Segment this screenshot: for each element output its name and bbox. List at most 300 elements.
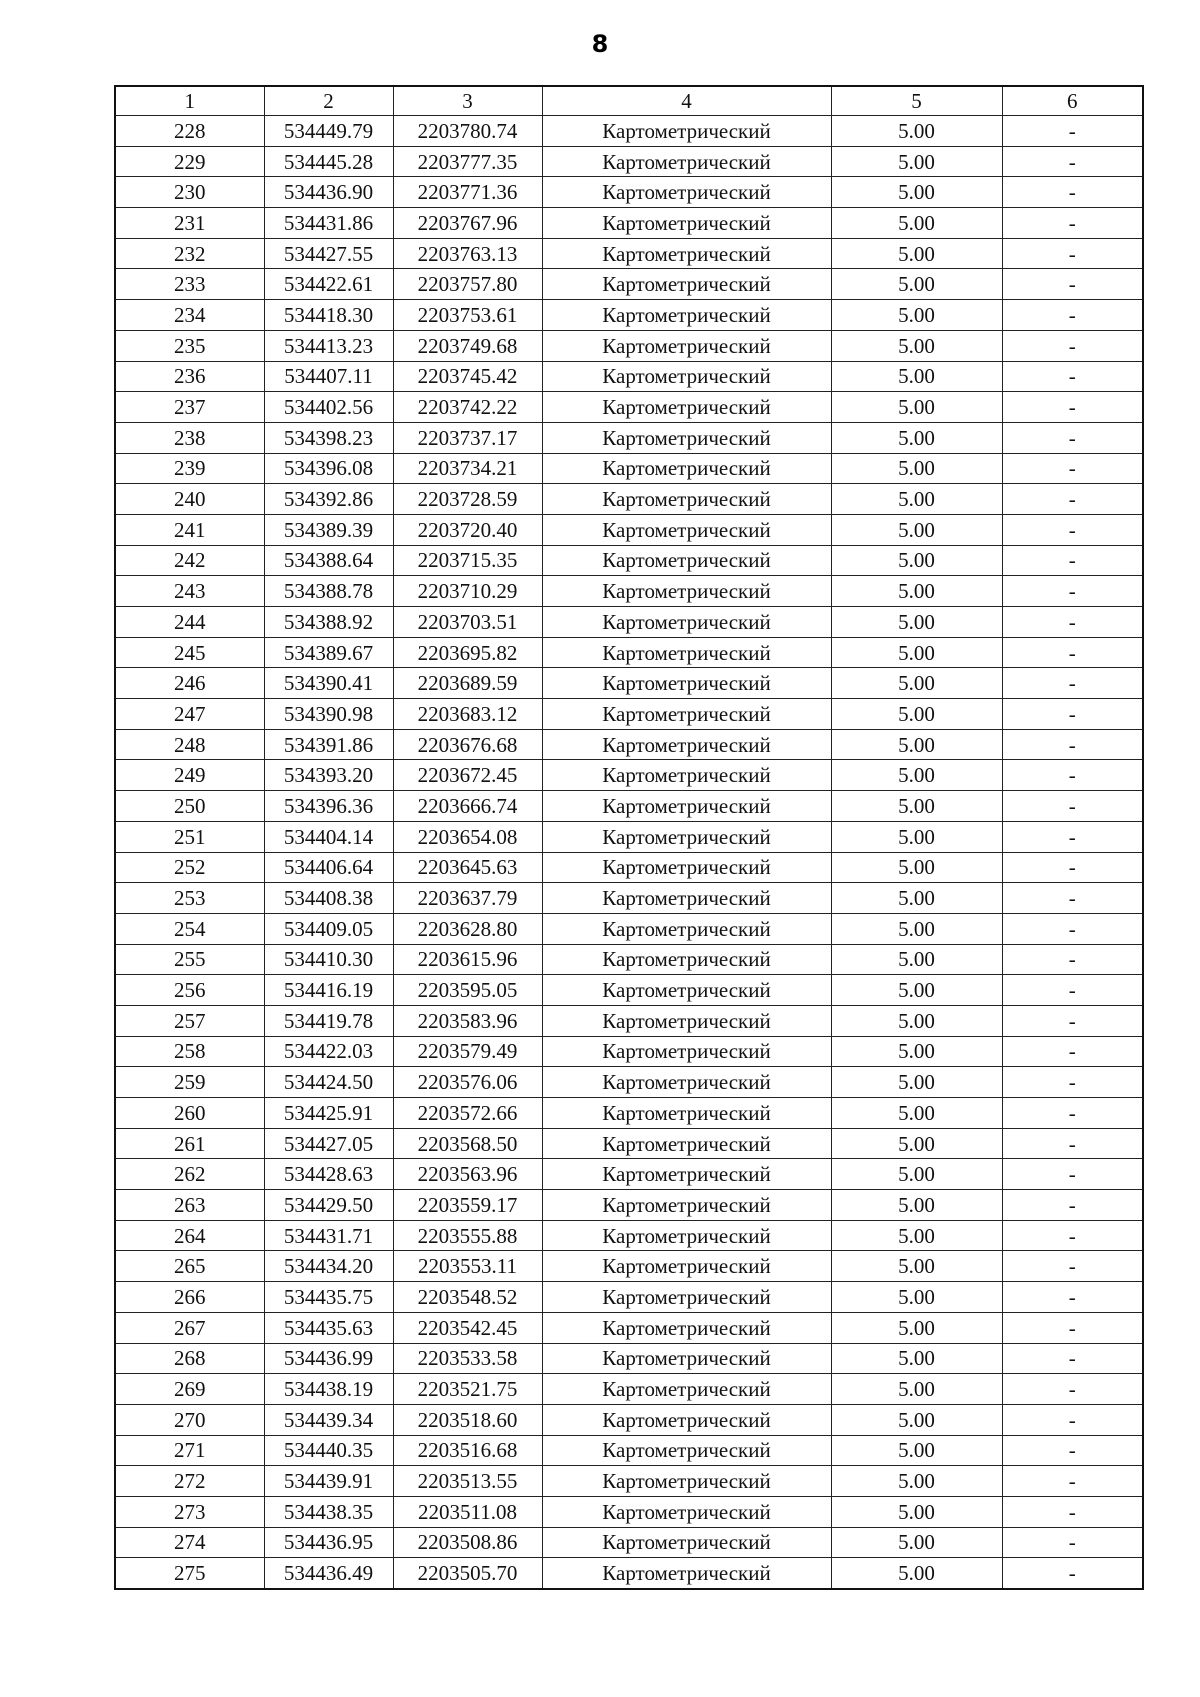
accuracy-cell: 5.00 <box>831 1220 1002 1251</box>
table-row <box>115 361 1143 392</box>
x-coordinate-cell: 534431.71 <box>264 1220 393 1251</box>
point-number-cell: 247 <box>115 699 264 730</box>
x-coordinate-cell: 534389.39 <box>264 514 393 545</box>
x-coordinate-cell: 534392.86 <box>264 484 393 515</box>
accuracy-cell: 5.00 <box>831 146 1002 177</box>
y-coordinate-cell: 2203745.42 <box>393 361 542 392</box>
method-cell: Картометрический <box>542 1251 831 1282</box>
accuracy-cell: 5.00 <box>831 637 1002 668</box>
x-coordinate-cell: 534390.41 <box>264 668 393 699</box>
point-number-cell: 271 <box>115 1435 264 1466</box>
method-cell: Картометрический <box>542 484 831 515</box>
column-header: 6 <box>1002 86 1143 116</box>
table-row <box>115 607 1143 638</box>
y-coordinate-cell: 2203513.55 <box>393 1466 542 1497</box>
accuracy-cell: 5.00 <box>831 1005 1002 1036</box>
y-coordinate-cell: 2203695.82 <box>393 637 542 668</box>
note-cell: - <box>1002 975 1143 1006</box>
note-cell: - <box>1002 668 1143 699</box>
method-cell: Картометрический <box>542 791 831 822</box>
point-number-cell: 228 <box>115 116 264 147</box>
table-row <box>115 1527 1143 1558</box>
accuracy-cell: 5.00 <box>831 361 1002 392</box>
point-number-cell: 231 <box>115 208 264 239</box>
note-cell: - <box>1002 1435 1143 1466</box>
x-coordinate-cell: 534406.64 <box>264 852 393 883</box>
accuracy-cell: 5.00 <box>831 699 1002 730</box>
x-coordinate-cell: 534396.36 <box>264 791 393 822</box>
accuracy-cell: 5.00 <box>831 177 1002 208</box>
x-coordinate-cell: 534407.11 <box>264 361 393 392</box>
table-row <box>115 1496 1143 1527</box>
note-cell: - <box>1002 576 1143 607</box>
column-header: 2 <box>264 86 393 116</box>
x-coordinate-cell: 534422.03 <box>264 1036 393 1067</box>
method-cell: Картометрический <box>542 1404 831 1435</box>
accuracy-cell: 5.00 <box>831 1067 1002 1098</box>
method-cell: Картометрический <box>542 576 831 607</box>
method-cell: Картометрический <box>542 729 831 760</box>
y-coordinate-cell: 2203615.96 <box>393 944 542 975</box>
table-row <box>115 1098 1143 1129</box>
table-row <box>115 177 1143 208</box>
x-coordinate-cell: 534393.20 <box>264 760 393 791</box>
accuracy-cell: 5.00 <box>831 791 1002 822</box>
point-number-cell: 268 <box>115 1343 264 1374</box>
accuracy-cell: 5.00 <box>831 883 1002 914</box>
method-cell: Картометрический <box>542 1005 831 1036</box>
point-number-cell: 241 <box>115 514 264 545</box>
accuracy-cell: 5.00 <box>831 944 1002 975</box>
note-cell: - <box>1002 1343 1143 1374</box>
note-cell: - <box>1002 392 1143 423</box>
accuracy-cell: 5.00 <box>831 545 1002 576</box>
y-coordinate-cell: 2203583.96 <box>393 1005 542 1036</box>
y-coordinate-cell: 2203553.11 <box>393 1251 542 1282</box>
method-cell: Картометрический <box>542 852 831 883</box>
table-row <box>115 729 1143 760</box>
y-coordinate-cell: 2203508.86 <box>393 1527 542 1558</box>
point-number-cell: 256 <box>115 975 264 1006</box>
x-coordinate-cell: 534428.63 <box>264 1159 393 1190</box>
x-coordinate-cell: 534427.55 <box>264 238 393 269</box>
point-number-cell: 261 <box>115 1128 264 1159</box>
note-cell: - <box>1002 760 1143 791</box>
note-cell: - <box>1002 729 1143 760</box>
table-row <box>115 269 1143 300</box>
table-row <box>115 545 1143 576</box>
x-coordinate-cell: 534439.34 <box>264 1404 393 1435</box>
accuracy-cell: 5.00 <box>831 913 1002 944</box>
y-coordinate-cell: 2203749.68 <box>393 330 542 361</box>
table-row <box>115 913 1143 944</box>
note-cell: - <box>1002 1098 1143 1129</box>
accuracy-cell: 5.00 <box>831 576 1002 607</box>
method-cell: Картометрический <box>542 1435 831 1466</box>
point-number-cell: 242 <box>115 545 264 576</box>
table-header <box>115 86 1143 116</box>
table-row <box>115 1190 1143 1221</box>
y-coordinate-cell: 2203780.74 <box>393 116 542 147</box>
table-row <box>115 852 1143 883</box>
note-cell: - <box>1002 1005 1143 1036</box>
point-number-cell: 240 <box>115 484 264 515</box>
y-coordinate-cell: 2203737.17 <box>393 422 542 453</box>
method-cell: Картометрический <box>542 1527 831 1558</box>
x-coordinate-cell: 534439.91 <box>264 1466 393 1497</box>
x-coordinate-cell: 534431.86 <box>264 208 393 239</box>
note-cell: - <box>1002 545 1143 576</box>
x-coordinate-cell: 534396.08 <box>264 453 393 484</box>
table-row <box>115 668 1143 699</box>
point-number-cell: 274 <box>115 1527 264 1558</box>
y-coordinate-cell: 2203742.22 <box>393 392 542 423</box>
accuracy-cell: 5.00 <box>831 269 1002 300</box>
point-number-cell: 260 <box>115 1098 264 1129</box>
point-number-cell: 263 <box>115 1190 264 1221</box>
note-cell: - <box>1002 146 1143 177</box>
point-number-cell: 262 <box>115 1159 264 1190</box>
x-coordinate-cell: 534388.64 <box>264 545 393 576</box>
method-cell: Картометрический <box>542 269 831 300</box>
y-coordinate-cell: 2203728.59 <box>393 484 542 515</box>
note-cell: - <box>1002 1282 1143 1313</box>
table-row <box>115 1435 1143 1466</box>
accuracy-cell: 5.00 <box>831 484 1002 515</box>
note-cell: - <box>1002 1159 1143 1190</box>
x-coordinate-cell: 534438.19 <box>264 1374 393 1405</box>
column-header: 1 <box>115 86 264 116</box>
point-number-cell: 257 <box>115 1005 264 1036</box>
point-number-cell: 230 <box>115 177 264 208</box>
method-cell: Картометрический <box>542 1282 831 1313</box>
y-coordinate-cell: 2203710.29 <box>393 576 542 607</box>
y-coordinate-cell: 2203777.35 <box>393 146 542 177</box>
table-row <box>115 760 1143 791</box>
x-coordinate-cell: 534418.30 <box>264 300 393 331</box>
y-coordinate-cell: 2203576.06 <box>393 1067 542 1098</box>
method-cell: Картометрический <box>542 1496 831 1527</box>
table-row <box>115 1343 1143 1374</box>
table-row <box>115 330 1143 361</box>
y-coordinate-cell: 2203715.35 <box>393 545 542 576</box>
note-cell: - <box>1002 1404 1143 1435</box>
x-coordinate-cell: 534438.35 <box>264 1496 393 1527</box>
x-coordinate-cell: 534445.28 <box>264 146 393 177</box>
method-cell: Картометрический <box>542 392 831 423</box>
x-coordinate-cell: 534435.63 <box>264 1312 393 1343</box>
table-body <box>115 116 1143 1590</box>
method-cell: Картометрический <box>542 116 831 147</box>
method-cell: Картометрический <box>542 975 831 1006</box>
point-number-cell: 253 <box>115 883 264 914</box>
accuracy-cell: 5.00 <box>831 821 1002 852</box>
method-cell: Картометрический <box>542 545 831 576</box>
accuracy-cell: 5.00 <box>831 453 1002 484</box>
note-cell: - <box>1002 821 1143 852</box>
point-number-cell: 266 <box>115 1282 264 1313</box>
y-coordinate-cell: 2203771.36 <box>393 177 542 208</box>
point-number-cell: 264 <box>115 1220 264 1251</box>
x-coordinate-cell: 534391.86 <box>264 729 393 760</box>
table-row <box>115 1159 1143 1190</box>
y-coordinate-cell: 2203683.12 <box>393 699 542 730</box>
note-cell: - <box>1002 361 1143 392</box>
point-number-cell: 273 <box>115 1496 264 1527</box>
table-row <box>115 300 1143 331</box>
point-number-cell: 251 <box>115 821 264 852</box>
x-coordinate-cell: 534422.61 <box>264 269 393 300</box>
table-row <box>115 146 1143 177</box>
y-coordinate-cell: 2203767.96 <box>393 208 542 239</box>
point-number-cell: 238 <box>115 422 264 453</box>
y-coordinate-cell: 2203628.80 <box>393 913 542 944</box>
note-cell: - <box>1002 177 1143 208</box>
method-cell: Картометрический <box>542 1374 831 1405</box>
accuracy-cell: 5.00 <box>831 330 1002 361</box>
y-coordinate-cell: 2203763.13 <box>393 238 542 269</box>
x-coordinate-cell: 534424.50 <box>264 1067 393 1098</box>
point-number-cell: 255 <box>115 944 264 975</box>
method-cell: Картометрический <box>542 1220 831 1251</box>
table-row <box>115 1312 1143 1343</box>
x-coordinate-cell: 534436.90 <box>264 177 393 208</box>
note-cell: - <box>1002 607 1143 638</box>
x-coordinate-cell: 534402.56 <box>264 392 393 423</box>
note-cell: - <box>1002 1128 1143 1159</box>
note-cell: - <box>1002 484 1143 515</box>
accuracy-cell: 5.00 <box>831 975 1002 1006</box>
method-cell: Картометрический <box>542 146 831 177</box>
method-cell: Картометрический <box>542 208 831 239</box>
point-number-cell: 258 <box>115 1036 264 1067</box>
table-row <box>115 1374 1143 1405</box>
point-number-cell: 233 <box>115 269 264 300</box>
accuracy-cell: 5.00 <box>831 729 1002 760</box>
x-coordinate-cell: 534388.78 <box>264 576 393 607</box>
method-cell: Картометрический <box>542 1098 831 1129</box>
method-cell: Картометрический <box>542 607 831 638</box>
note-cell: - <box>1002 208 1143 239</box>
x-coordinate-cell: 534388.92 <box>264 607 393 638</box>
y-coordinate-cell: 2203559.17 <box>393 1190 542 1221</box>
table-row <box>115 975 1143 1006</box>
table-row <box>115 1005 1143 1036</box>
x-coordinate-cell: 534436.49 <box>264 1558 393 1589</box>
table-row <box>115 883 1143 914</box>
accuracy-cell: 5.00 <box>831 1558 1002 1589</box>
note-cell: - <box>1002 852 1143 883</box>
y-coordinate-cell: 2203654.08 <box>393 821 542 852</box>
table-row <box>115 238 1143 269</box>
point-number-cell: 252 <box>115 852 264 883</box>
method-cell: Картометрический <box>542 760 831 791</box>
y-coordinate-cell: 2203518.60 <box>393 1404 542 1435</box>
point-number-cell: 244 <box>115 607 264 638</box>
x-coordinate-cell: 534404.14 <box>264 821 393 852</box>
note-cell: - <box>1002 883 1143 914</box>
method-cell: Картометрический <box>542 238 831 269</box>
note-cell: - <box>1002 1036 1143 1067</box>
point-number-cell: 234 <box>115 300 264 331</box>
y-coordinate-cell: 2203533.58 <box>393 1343 542 1374</box>
method-cell: Картометрический <box>542 514 831 545</box>
x-coordinate-cell: 534434.20 <box>264 1251 393 1282</box>
accuracy-cell: 5.00 <box>831 852 1002 883</box>
method-cell: Картометрический <box>542 1312 831 1343</box>
accuracy-cell: 5.00 <box>831 1527 1002 1558</box>
method-cell: Картометрический <box>542 944 831 975</box>
table-row <box>115 1404 1143 1435</box>
note-cell: - <box>1002 116 1143 147</box>
coordinates-table <box>114 85 1144 1590</box>
method-cell: Картометрический <box>542 1558 831 1589</box>
accuracy-cell: 5.00 <box>831 1496 1002 1527</box>
table-row <box>115 514 1143 545</box>
y-coordinate-cell: 2203672.45 <box>393 760 542 791</box>
column-header: 4 <box>542 86 831 116</box>
note-cell: - <box>1002 422 1143 453</box>
point-number-cell: 248 <box>115 729 264 760</box>
method-cell: Картометрический <box>542 1159 831 1190</box>
y-coordinate-cell: 2203753.61 <box>393 300 542 331</box>
x-coordinate-cell: 534389.67 <box>264 637 393 668</box>
table-row <box>115 116 1143 147</box>
y-coordinate-cell: 2203511.08 <box>393 1496 542 1527</box>
method-cell: Картометрический <box>542 1190 831 1221</box>
y-coordinate-cell: 2203703.51 <box>393 607 542 638</box>
point-number-cell: 232 <box>115 238 264 269</box>
accuracy-cell: 5.00 <box>831 300 1002 331</box>
table-row <box>115 1128 1143 1159</box>
point-number-cell: 246 <box>115 668 264 699</box>
y-coordinate-cell: 2203689.59 <box>393 668 542 699</box>
method-cell: Картометрический <box>542 883 831 914</box>
accuracy-cell: 5.00 <box>831 1404 1002 1435</box>
accuracy-cell: 5.00 <box>831 1190 1002 1221</box>
method-cell: Картометрический <box>542 422 831 453</box>
note-cell: - <box>1002 637 1143 668</box>
y-coordinate-cell: 2203595.05 <box>393 975 542 1006</box>
y-coordinate-cell: 2203555.88 <box>393 1220 542 1251</box>
point-number-cell: 272 <box>115 1466 264 1497</box>
y-coordinate-cell: 2203734.21 <box>393 453 542 484</box>
x-coordinate-cell: 534449.79 <box>264 116 393 147</box>
method-cell: Картометрический <box>542 668 831 699</box>
y-coordinate-cell: 2203542.45 <box>393 1312 542 1343</box>
x-coordinate-cell: 534435.75 <box>264 1282 393 1313</box>
method-cell: Картометрический <box>542 453 831 484</box>
x-coordinate-cell: 534390.98 <box>264 699 393 730</box>
x-coordinate-cell: 534429.50 <box>264 1190 393 1221</box>
table-row <box>115 1036 1143 1067</box>
point-number-cell: 275 <box>115 1558 264 1589</box>
y-coordinate-cell: 2203521.75 <box>393 1374 542 1405</box>
table-row <box>115 637 1143 668</box>
note-cell: - <box>1002 300 1143 331</box>
y-coordinate-cell: 2203516.68 <box>393 1435 542 1466</box>
x-coordinate-cell: 534410.30 <box>264 944 393 975</box>
accuracy-cell: 5.00 <box>831 1312 1002 1343</box>
method-cell: Картометрический <box>542 1466 831 1497</box>
table-row <box>115 1466 1143 1497</box>
accuracy-cell: 5.00 <box>831 607 1002 638</box>
method-cell: Картометрический <box>542 361 831 392</box>
x-coordinate-cell: 534419.78 <box>264 1005 393 1036</box>
table-row <box>115 208 1143 239</box>
column-header: 3 <box>393 86 542 116</box>
point-number-cell: 235 <box>115 330 264 361</box>
x-coordinate-cell: 534425.91 <box>264 1098 393 1129</box>
point-number-cell: 254 <box>115 913 264 944</box>
note-cell: - <box>1002 1251 1143 1282</box>
accuracy-cell: 5.00 <box>831 1251 1002 1282</box>
table-row <box>115 944 1143 975</box>
accuracy-cell: 5.00 <box>831 514 1002 545</box>
accuracy-cell: 5.00 <box>831 668 1002 699</box>
method-cell: Картометрический <box>542 637 831 668</box>
accuracy-cell: 5.00 <box>831 1435 1002 1466</box>
page-number: 8 <box>591 30 609 58</box>
accuracy-cell: 5.00 <box>831 1098 1002 1129</box>
note-cell: - <box>1002 913 1143 944</box>
note-cell: - <box>1002 1067 1143 1098</box>
note-cell: - <box>1002 453 1143 484</box>
note-cell: - <box>1002 1558 1143 1589</box>
point-number-cell: 239 <box>115 453 264 484</box>
y-coordinate-cell: 2203720.40 <box>393 514 542 545</box>
table-row <box>115 1220 1143 1251</box>
note-cell: - <box>1002 1220 1143 1251</box>
point-number-cell: 270 <box>115 1404 264 1435</box>
note-cell: - <box>1002 1496 1143 1527</box>
y-coordinate-cell: 2203637.79 <box>393 883 542 914</box>
note-cell: - <box>1002 330 1143 361</box>
method-cell: Картометрический <box>542 1343 831 1374</box>
note-cell: - <box>1002 514 1143 545</box>
table-row <box>115 484 1143 515</box>
method-cell: Картометрический <box>542 1067 831 1098</box>
y-coordinate-cell: 2203579.49 <box>393 1036 542 1067</box>
note-cell: - <box>1002 1190 1143 1221</box>
y-coordinate-cell: 2203676.68 <box>393 729 542 760</box>
accuracy-cell: 5.00 <box>831 1128 1002 1159</box>
point-number-cell: 259 <box>115 1067 264 1098</box>
table-row <box>115 699 1143 730</box>
accuracy-cell: 5.00 <box>831 1159 1002 1190</box>
table-row <box>115 422 1143 453</box>
note-cell: - <box>1002 1466 1143 1497</box>
note-cell: - <box>1002 238 1143 269</box>
accuracy-cell: 5.00 <box>831 760 1002 791</box>
accuracy-cell: 5.00 <box>831 422 1002 453</box>
accuracy-cell: 5.00 <box>831 1036 1002 1067</box>
point-number-cell: 249 <box>115 760 264 791</box>
table-row <box>115 1282 1143 1313</box>
note-cell: - <box>1002 1312 1143 1343</box>
method-cell: Картометрический <box>542 821 831 852</box>
table-row <box>115 453 1143 484</box>
method-cell: Картометрический <box>542 1128 831 1159</box>
table-row <box>115 1251 1143 1282</box>
method-cell: Картометрический <box>542 913 831 944</box>
method-cell: Картометрический <box>542 699 831 730</box>
x-coordinate-cell: 534436.95 <box>264 1527 393 1558</box>
table-row <box>115 392 1143 423</box>
accuracy-cell: 5.00 <box>831 1466 1002 1497</box>
y-coordinate-cell: 2203757.80 <box>393 269 542 300</box>
x-coordinate-cell: 534436.99 <box>264 1343 393 1374</box>
